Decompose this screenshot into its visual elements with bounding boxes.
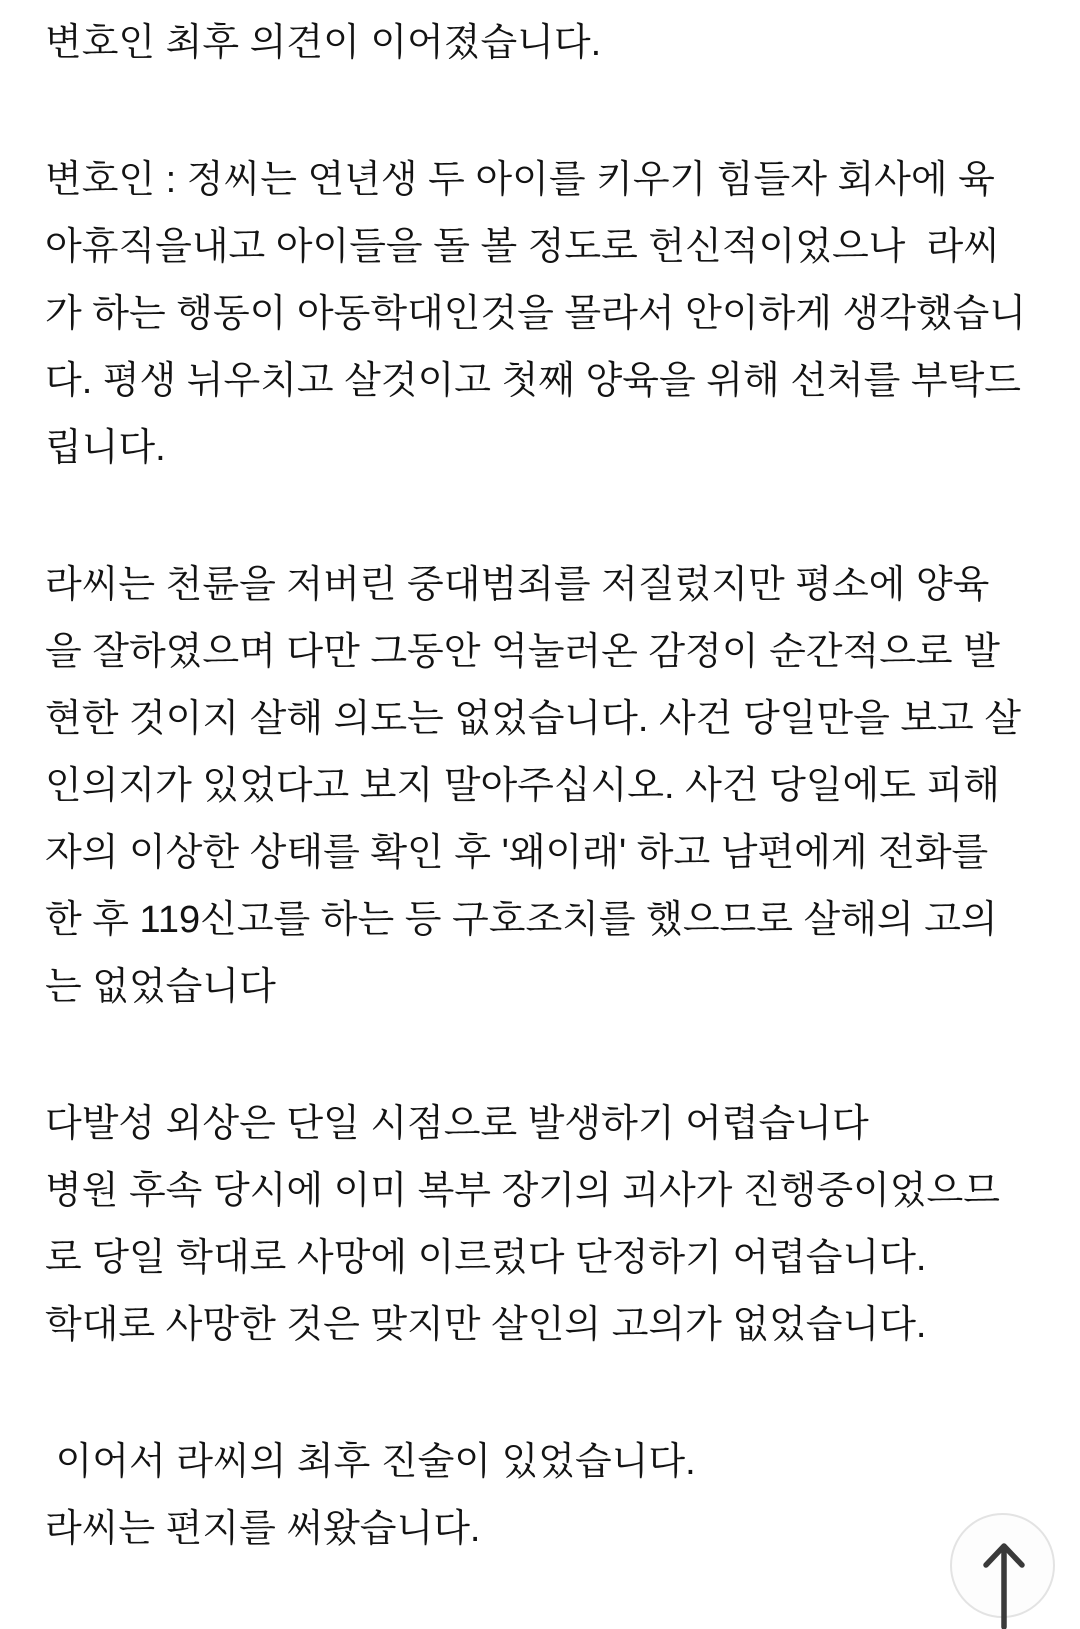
text-line: 인의지가 있었다고 보지 말아주십시오. 사건 당일에도 피해 [45, 765, 1000, 807]
paragraph [45, 10, 1055, 77]
text-line: 로 당일 학대로 사망에 이르렀다 단정하기 어렵습니다. [45, 1237, 927, 1279]
text-line: 병원 후속 당시에 이미 복부 장기의 괴사가 진행중이었으므 [45, 1170, 1000, 1212]
text-line: 한 후 119신고를 하는 등 구호조치를 했으므로 살해의 고의 [45, 899, 998, 941]
text-line: 다발성 외상은 단일 시점으로 발생하기 어렵습니다 [45, 1103, 869, 1145]
scroll-to-top-button[interactable] [950, 1513, 1055, 1618]
text-line: 학대로 사망한 것은 맞지만 살인의 고의가 없었습니다. [45, 1304, 927, 1346]
text-line: 자의 이상한 상태를 확인 후 '왜이래' 하고 남편에게 전화를 [45, 832, 989, 874]
paragraph [45, 1429, 1055, 1563]
paragraph [45, 147, 1055, 482]
arrow-up-icon [981, 1539, 1027, 1629]
text-line: 는 없었습니다 [45, 966, 276, 1008]
text-line: 립니다. [45, 427, 166, 469]
text-line: 다. 평생 뉘우치고 살것이고 첫째 양육을 위해 선처를 부탁드 [45, 360, 1022, 402]
text-line: 을 잘하였으며 다만 그동안 억눌러온 감정이 순간적으로 발 [45, 631, 1000, 673]
paragraph [45, 552, 1055, 1021]
text-line: 변호인 : 정씨는 연년생 두 아이를 키우기 힘들자 회사에 육 [45, 159, 995, 201]
text-line: 가 하는 행동이 아동학대인것을 몰라서 안이하게 생각했습니 [45, 293, 1027, 335]
text-line: 라씨는 편지를 써왔습니다. [45, 1508, 481, 1550]
text-line: 이어서 라씨의 최후 진술이 있었습니다. [45, 1441, 696, 1483]
text-line: 라씨는 천륜을 저버린 중대범죄를 저질렀지만 평소에 양육 [45, 564, 990, 606]
text-line: 현한 것이지 살해 의도는 없었습니다. 사건 당일만을 보고 살 [45, 698, 1022, 740]
text-line: 변호인 최후 의견이 이어졌습니다. [45, 22, 602, 64]
article-text [45, 10, 1055, 1563]
paragraph [45, 1091, 1055, 1359]
text-line: 아휴직을내고 아이들을 돌 볼 정도로 헌신적이었으나 라씨 [45, 226, 1000, 268]
